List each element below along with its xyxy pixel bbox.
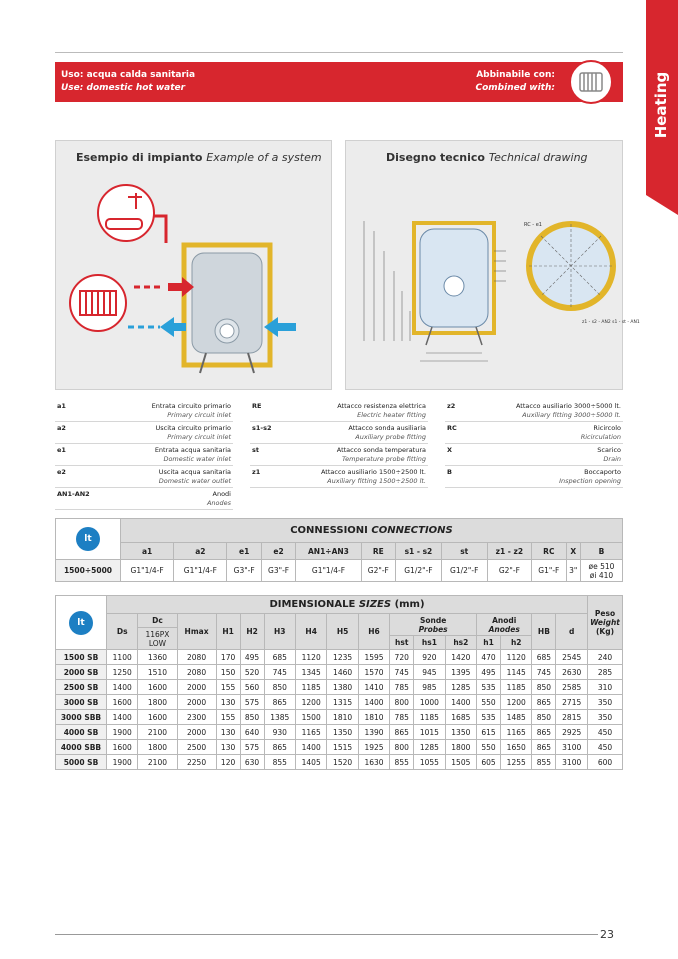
size-value: 2815 [556, 710, 588, 725]
legend-item [445, 466, 623, 488]
legend-italian: Uscita acqua sanitaria [158, 468, 231, 476]
size-value: 350 [588, 710, 623, 725]
legend-item [55, 400, 233, 422]
legend-italian: Anodi [212, 490, 231, 498]
size-value: 1400 [295, 740, 326, 755]
size-value: 130 [216, 695, 240, 710]
size-value: 850 [264, 680, 295, 695]
dc-sub-header: 116PX LOW [138, 628, 177, 650]
legend-italian: Attacco ausiliario 1500÷2500 lt. [320, 468, 426, 476]
legend-col-1 [55, 400, 233, 510]
legend-key: RC [447, 424, 457, 432]
probes-header: Sonde Probes [390, 614, 477, 636]
size-value: 1600 [138, 710, 177, 725]
connections-col-header: a1 [121, 543, 174, 560]
legend-english: Auxiliary fitting 3000÷5000 lt. [522, 411, 621, 419]
connections-col-header: s1 - s2 [396, 543, 442, 560]
size-value: 550 [477, 740, 501, 755]
dc-header: Dc [138, 614, 177, 628]
legend-item [445, 444, 623, 466]
example-panel [55, 140, 332, 390]
h3-header: H3 [264, 614, 295, 650]
model-cell: 4000 SBB [56, 740, 107, 755]
legend-key: s1-s2 [252, 424, 272, 432]
model-cell: 5000 SB [56, 755, 107, 770]
size-value: 930 [264, 725, 295, 740]
connections-value: G3"-F [227, 560, 261, 582]
size-value: 865 [532, 725, 556, 740]
sizes-row [56, 665, 623, 680]
size-value: 2585 [556, 680, 588, 695]
legend-key: st [252, 446, 259, 454]
size-value: 1285 [414, 740, 445, 755]
legend-key: z1 [252, 468, 261, 476]
example-title: Esempio di impianto Example of a system [76, 151, 322, 164]
size-value: 1120 [295, 650, 326, 665]
legend-key: X [447, 446, 453, 454]
legend-item [55, 422, 233, 444]
legend-english: Electric heater fitting [357, 411, 426, 419]
hb-header: HB [532, 614, 556, 650]
model-cell: 3000 SBB [56, 710, 107, 725]
size-value: 1520 [327, 755, 358, 770]
size-value: 1925 [358, 740, 389, 755]
size-value: 855 [532, 755, 556, 770]
size-value: 1350 [445, 725, 476, 740]
connections-value: G1"1/4-F [174, 560, 227, 582]
size-value: 1380 [327, 680, 358, 695]
size-value: 2300 [177, 710, 216, 725]
h5-header: H5 [327, 614, 358, 650]
size-value: 855 [390, 755, 414, 770]
size-value: 1120 [501, 650, 532, 665]
size-value: 865 [264, 740, 295, 755]
size-value: 1600 [107, 695, 138, 710]
legend-italian: Attacco sonda ausiliaria [348, 424, 426, 432]
size-value: 685 [532, 650, 556, 665]
size-value: 800 [390, 740, 414, 755]
size-value: 1185 [501, 680, 532, 695]
size-value: 1810 [358, 710, 389, 725]
size-value: 470 [477, 650, 501, 665]
connections-col-header: X [566, 543, 580, 560]
size-value: 785 [390, 680, 414, 695]
size-value: 2080 [177, 650, 216, 665]
d-header: d [556, 614, 588, 650]
size-value: 2100 [138, 725, 177, 740]
size-value: 575 [240, 740, 264, 755]
legend-italian: Attacco sonda temperatura [336, 446, 426, 454]
legend-english: Temperature probe fitting [342, 455, 426, 463]
size-value: 865 [532, 740, 556, 755]
connections-col-header: st [441, 543, 487, 560]
size-value: 240 [588, 650, 623, 665]
legend-english: Auxiliary fitting 1500÷2500 lt. [327, 477, 426, 485]
size-value: 170 [216, 650, 240, 665]
sizes-row [56, 755, 623, 770]
legend-italian: Boccaporto [584, 468, 621, 476]
size-value: 1400 [107, 710, 138, 725]
sizes-table [55, 595, 623, 770]
size-value: 1185 [414, 710, 445, 725]
sizes-row [56, 725, 623, 740]
size-value: 685 [264, 650, 295, 665]
legend-key: RE [252, 402, 262, 410]
size-value: 1650 [501, 740, 532, 755]
size-value: 1400 [107, 680, 138, 695]
size-value: 600 [588, 755, 623, 770]
sizes-row [56, 680, 623, 695]
legend-english: Primary circuit inlet [167, 433, 231, 441]
model-cell: 2500 SB [56, 680, 107, 695]
size-value: 1630 [358, 755, 389, 770]
h1-header: H1 [216, 614, 240, 650]
size-value: 850 [532, 710, 556, 725]
size-value: 1485 [501, 710, 532, 725]
size-value: 615 [477, 725, 501, 740]
size-value: 2925 [556, 725, 588, 740]
size-value: 150 [216, 665, 240, 680]
size-value: 1350 [327, 725, 358, 740]
water-drop-icon: lt [76, 527, 100, 551]
size-value: 3100 [556, 755, 588, 770]
drawing-panel [345, 140, 640, 390]
size-value: 1165 [501, 725, 532, 740]
size-value: 1390 [358, 725, 389, 740]
size-value: 1600 [107, 740, 138, 755]
size-value: 130 [216, 740, 240, 755]
size-value: 1165 [295, 725, 326, 740]
size-value: 1400 [358, 695, 389, 710]
h2-anode-header: h2 [501, 636, 532, 650]
combined-italian: Abbinabile con: [476, 70, 555, 80]
model-cell: 3000 SB [56, 695, 107, 710]
size-value: 2000 [177, 695, 216, 710]
hst-header: hst [390, 636, 414, 650]
size-value: 1200 [501, 695, 532, 710]
connections-table [55, 518, 623, 582]
size-value: 855 [264, 755, 295, 770]
connections-value: G1/2"-F [396, 560, 442, 582]
legend-english: Domestic water inlet [163, 455, 231, 463]
legend-english: Anodes [206, 499, 231, 507]
size-value: 630 [240, 755, 264, 770]
size-value: 1285 [445, 680, 476, 695]
connections-value: G1"1/4-F [296, 560, 361, 582]
sizes-title: DIMENSIONALE SIZES (mm) [107, 596, 588, 614]
connections-title: CONNESSIONI CONNECTIONS [121, 519, 623, 543]
rc-e1-label: RC - e1 [524, 222, 542, 228]
size-value: 1510 [138, 665, 177, 680]
legend-item [250, 444, 428, 466]
hs2-header: hs2 [445, 636, 476, 650]
size-value: 2630 [556, 665, 588, 680]
size-value: 1400 [445, 695, 476, 710]
legend-item [55, 466, 233, 488]
legend-english: Domestic water outlet [158, 477, 231, 485]
legend-italian: Scarico [597, 446, 621, 454]
size-value: 640 [240, 725, 264, 740]
size-value: 865 [390, 725, 414, 740]
connections-values-row [56, 560, 623, 582]
connections-value: øe 510 øi 410 [580, 560, 622, 582]
connections-value: G3"-F [261, 560, 295, 582]
water-drop-icon-2: lt [69, 611, 93, 635]
system-diagram [56, 161, 331, 391]
size-value: 130 [216, 725, 240, 740]
legend-col-3 [445, 400, 623, 488]
size-value: 1460 [327, 665, 358, 680]
legend-key: e2 [57, 468, 66, 476]
connections-header-row [56, 543, 623, 560]
h6-header: H6 [358, 614, 389, 650]
anodes-header: Anodi Anodes [477, 614, 532, 636]
footer-rule [55, 934, 598, 935]
connections-col-header: e1 [227, 543, 261, 560]
connections-col-header: z1 - z2 [487, 543, 531, 560]
size-value: 1810 [327, 710, 358, 725]
size-value: 2000 [177, 725, 216, 740]
size-value: 800 [390, 695, 414, 710]
size-value: 1395 [445, 665, 476, 680]
sizes-row [56, 740, 623, 755]
size-value: 1055 [414, 755, 445, 770]
legend-english: Inspection opening [559, 477, 621, 485]
size-value: 1500 [295, 710, 326, 725]
legend-key: z2 [447, 402, 456, 410]
size-value: 285 [588, 665, 623, 680]
size-value: 1800 [138, 695, 177, 710]
size-value: 1800 [138, 740, 177, 755]
legend-item [250, 466, 428, 488]
legend-english: Primary circuit inlet [167, 411, 231, 419]
legend-english: Auxiliary probe fitting [355, 433, 426, 441]
size-value: 350 [588, 695, 623, 710]
size-value: 1360 [138, 650, 177, 665]
size-value: 850 [532, 680, 556, 695]
size-value: 850 [240, 710, 264, 725]
heating-tab-label: Heating [652, 71, 670, 139]
size-value: 155 [216, 710, 240, 725]
size-value: 1385 [264, 710, 295, 725]
use-italian: Uso: acqua calda sanitaria [61, 70, 196, 80]
size-value: 550 [477, 695, 501, 710]
size-value: 1405 [295, 755, 326, 770]
connections-col-header: B [580, 543, 622, 560]
drawing-title: Disegno tecnico Technical drawing [386, 151, 588, 164]
legend-italian: Attacco resistenza elettrica [337, 402, 426, 410]
legend-item [55, 444, 233, 466]
h4-header: H4 [295, 614, 326, 650]
size-value: 2545 [556, 650, 588, 665]
h1-anode-header: h1 [477, 636, 501, 650]
connections-value: 3" [566, 560, 580, 582]
size-value: 1595 [358, 650, 389, 665]
connections-value: G1/2"-F [441, 560, 487, 582]
size-value: 2100 [138, 755, 177, 770]
size-value: 865 [264, 695, 295, 710]
size-value: 1145 [501, 665, 532, 680]
size-value: 945 [414, 665, 445, 680]
technical-drawing [346, 161, 640, 391]
size-value: 985 [414, 680, 445, 695]
size-value: 155 [216, 680, 240, 695]
size-value: 1600 [138, 680, 177, 695]
size-value: 535 [477, 680, 501, 695]
size-value: 3100 [556, 740, 588, 755]
legend-key: e1 [57, 446, 66, 454]
size-value: 310 [588, 680, 623, 695]
size-value: 745 [390, 665, 414, 680]
connections-col-header: RC [532, 543, 566, 560]
legend-item [250, 422, 428, 444]
legend-key: a1 [57, 402, 66, 410]
connections-col-header: AN1÷AN3 [296, 543, 361, 560]
legend-italian: Entrata circuito primario [151, 402, 231, 410]
size-value: 1410 [358, 680, 389, 695]
size-value: 1420 [445, 650, 476, 665]
size-value: 865 [532, 695, 556, 710]
size-value: 1685 [445, 710, 476, 725]
legend-item [445, 422, 623, 444]
legend-key: B [447, 468, 452, 476]
size-value: 1800 [445, 740, 476, 755]
hmax-header: Hmax [177, 614, 216, 650]
size-value: 1000 [414, 695, 445, 710]
legend-italian: Ricircolo [593, 424, 621, 432]
size-value: 450 [588, 725, 623, 740]
connections-row-label: 1500÷5000 [56, 560, 121, 582]
h2-header: H2 [240, 614, 264, 650]
size-value: 745 [532, 665, 556, 680]
connections-value: G1"-F [532, 560, 566, 582]
size-value: 1900 [107, 755, 138, 770]
combined-english: Combined with: [475, 83, 555, 93]
legend-english: Ricirculation [580, 433, 621, 441]
size-value: 495 [240, 650, 264, 665]
sizes-row [56, 650, 623, 665]
header-banner [55, 62, 623, 102]
radiator-icon [569, 60, 613, 104]
size-value: 1900 [107, 725, 138, 740]
sizes-body [56, 650, 623, 770]
hs1-header: hs1 [414, 636, 445, 650]
connections-col-header: e2 [261, 543, 295, 560]
size-value: 1235 [327, 650, 358, 665]
size-value: 535 [477, 710, 501, 725]
legend-item [250, 400, 428, 422]
size-value: 1100 [107, 650, 138, 665]
size-value: 495 [477, 665, 501, 680]
connections-icon-cell [56, 519, 121, 560]
weight-header: Peso Weight (Kg) [588, 596, 623, 650]
size-value: 1570 [358, 665, 389, 680]
size-value: 1505 [445, 755, 476, 770]
connections-col-header: a2 [174, 543, 227, 560]
connections-value: G2"-F [487, 560, 531, 582]
z-labels: z1 - s2 - AN2 s1 - st - AN1 [582, 320, 640, 325]
size-value: 785 [390, 710, 414, 725]
size-value: 745 [264, 665, 295, 680]
legend-italian: Attacco ausiliario 3000÷5000 lt. [515, 402, 621, 410]
size-value: 1315 [327, 695, 358, 710]
size-value: 575 [240, 695, 264, 710]
size-value: 1185 [295, 680, 326, 695]
size-value: 120 [216, 755, 240, 770]
top-rule [55, 52, 623, 53]
size-value: 1015 [414, 725, 445, 740]
legend-item [55, 488, 233, 510]
size-value: 520 [240, 665, 264, 680]
size-value: 1200 [295, 695, 326, 710]
use-english: Use: domestic hot water [61, 83, 186, 93]
size-value: 2715 [556, 695, 588, 710]
legend-item [445, 400, 623, 422]
connections-col-header: RE [361, 543, 395, 560]
size-value: 560 [240, 680, 264, 695]
sizes-row [56, 710, 623, 725]
legend-english: Drain [603, 455, 621, 463]
size-value: 1515 [327, 740, 358, 755]
size-value: 2000 [177, 680, 216, 695]
legend-col-2 [250, 400, 428, 488]
model-cell: 1500 SB [56, 650, 107, 665]
sizes-row [56, 695, 623, 710]
legend-key: a2 [57, 424, 66, 432]
legend-key: AN1-AN2 [57, 490, 90, 498]
size-value: 1255 [501, 755, 532, 770]
size-value: 605 [477, 755, 501, 770]
size-value: 1345 [295, 665, 326, 680]
page-number: 23 [600, 928, 614, 941]
size-value: 720 [390, 650, 414, 665]
size-value: 2250 [177, 755, 216, 770]
size-value: 920 [414, 650, 445, 665]
connections-value: G1"1/4-F [121, 560, 174, 582]
sizes-icon-cell [56, 596, 107, 650]
size-value: 1250 [107, 665, 138, 680]
legend-italian: Entrata acqua sanitaria [154, 446, 231, 454]
model-cell: 4000 SB [56, 725, 107, 740]
legend-italian: Uscita circuito primario [155, 424, 231, 432]
model-cell: 2000 SB [56, 665, 107, 680]
ds-header: Ds [107, 614, 138, 650]
size-value: 2500 [177, 740, 216, 755]
connections-value: G2"-F [361, 560, 395, 582]
size-value: 450 [588, 740, 623, 755]
size-value: 2080 [177, 665, 216, 680]
